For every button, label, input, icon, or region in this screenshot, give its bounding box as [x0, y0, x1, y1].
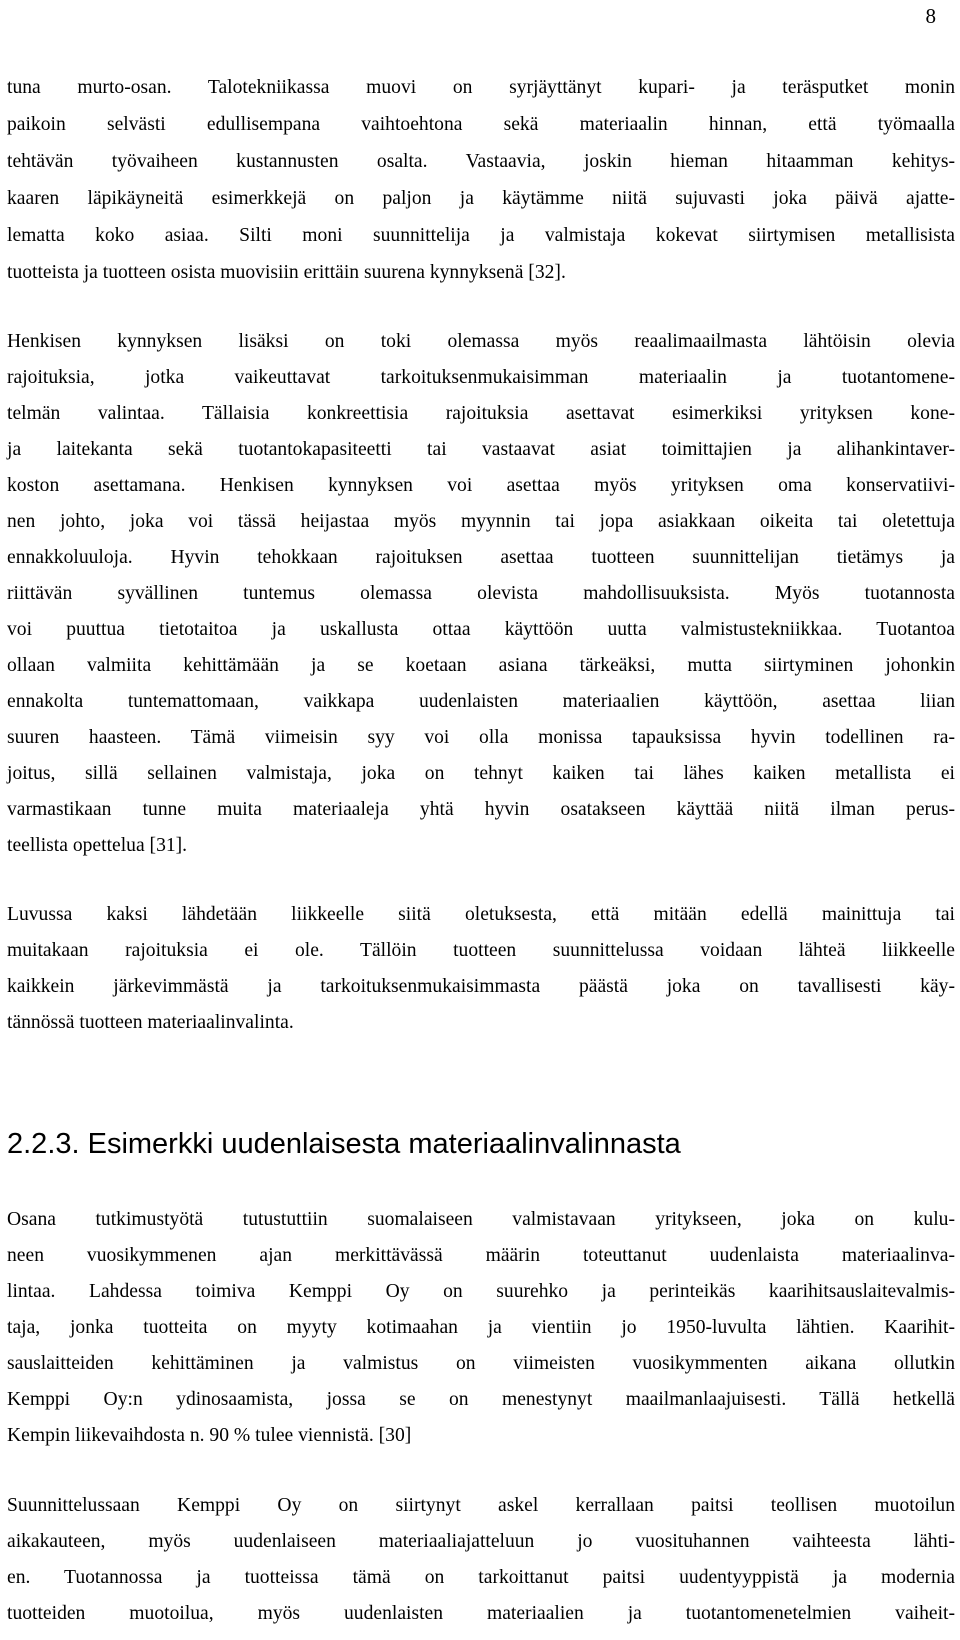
text-line: koston asettamana. Henkisen kynnyksen voi asettaa myös yrityksen oma konservatiivi- [7, 475, 955, 496]
text-line: neen vuosikymmenen ajan merkittävässä määrin toteuttanut uudenlaista materiaalinva- [7, 1245, 955, 1266]
text-line: Luvussa kaksi lähdetään liikkeelle siitä oletuksesta, että mitään edellä mainittuja tai [7, 904, 955, 925]
text-line: tännössä tuotteen materiaalinvalinta. [7, 1012, 294, 1033]
text-line: joitus, sillä sellainen valmistaja, joka on tehnyt kaiken tai lähes kaiken metallista ei [7, 763, 955, 784]
text-line: aikakauteen, myös uudenlaiseen materiaaliajatteluun jo vuosituhannen vaihteesta lähti- [7, 1531, 955, 1552]
text-line: ennakkoluuloja. Hyvin tehokkaan rajoituksen asettaa tuotteen suunnittelijan tietämys ja [7, 547, 955, 568]
text-line: ja laitekanta sekä tuotantokapasiteetti tai vastaavat asiat toimittajien ja alihankintaver- [7, 439, 955, 460]
text-line: en. Tuotannossa ja tuotteissa tämä on tarkoittanut paitsi uudentyyppistä ja modernia [7, 1567, 955, 1588]
text-line: ollaan valmiita kehittämään ja se koetaan asiana tärkeäksi, mutta siirtyminen johonkin [7, 655, 955, 676]
text-line: varmastikaan tunne muita materiaaleja yhtä hyvin osatakseen käyttää niitä ilman perus- [7, 799, 955, 820]
text-line: tehtävän työvaiheen kustannusten osalta. Vastaavia, joskin hieman hitaamman kehitys- [7, 151, 955, 172]
text-line: tuotteiden muotoilua, myös uudenlaisten materiaalien ja tuotantomenetelmien vaiheit- [7, 1603, 955, 1624]
section-heading: 2.2.3. Esimerkki uudenlaisesta materiaalinvalinnasta [7, 1128, 681, 1160]
text-line: suuren haasteen. Tämä viimeisin syy voi olla monissa tapauksissa hyvin todellinen ra- [7, 727, 955, 748]
text-line: Osana tutkimustyötä tutustuttiin suomalaiseen valmistavaan yritykseen, joka on kulu- [7, 1209, 955, 1230]
text-line: lematta koko asiaa. Silti moni suunnittelija ja valmistaja kokevat siirtymisen metallisista [7, 225, 955, 246]
text-line: Henkisen kynnyksen lisäksi on toki olemassa myös reaalimaailmasta lähtöisin olevia [7, 331, 955, 352]
page-number: 8 [925, 4, 936, 28]
text-line: riittävän syvällinen tuntemus olemassa olevista mahdollisuuksista. Myös tuotannosta [7, 583, 955, 604]
text-line: tuna murto-osan. Talotekniikassa muovi on syrjäyttänyt kupari- ja teräsputket monin [7, 77, 955, 98]
text-line: taja, jonka tuotteita on myyty kotimaahan ja vientiin jo 1950-luvulta lähtien. Kaarihit- [7, 1317, 955, 1338]
text-line: teellista opettelua [31]. [7, 835, 188, 856]
text-line: tuotteista ja tuotteen osista muovisiin erittäin suurena kynnyksenä [32]. [7, 262, 566, 283]
text-line: paikoin selvästi edullisempana vaihtoehtona sekä materiaalin hinnan, että työmaalla [7, 114, 955, 135]
text-line: sauslaitteiden kehittäminen ja valmistus on viimeisten vuosikymmenten aikana ollutkin [7, 1353, 955, 1374]
text-line: ennakolta tuntemattomaan, vaikkapa uudenlaisten materiaalien käyttöön, asettaa liian [7, 691, 955, 712]
text-line: Kempin liikevaihdosta n. 90 % tulee viennistä. [30] [7, 1425, 412, 1446]
text-line: voi puuttua tietotaitoa ja uskallusta ottaa käyttöön uutta valmistustekniikkaa. Tuotantoa [7, 619, 955, 640]
text-line: Suunnittelussaan Kemppi Oy on siirtynyt askel kerrallaan paitsi teollisen muotoilun [7, 1495, 955, 1516]
text-line: lintaa. Lahdessa toimiva Kemppi Oy on suurehko ja perinteikäs kaarihitsauslaitevalmis- [7, 1281, 955, 1302]
text-line: kaikkein järkevimmästä ja tarkoituksenmukaisimmasta päästä joka on tavallisesti käy- [7, 976, 955, 997]
text-line: nen johto, joka voi tässä heijastaa myös myynnin tai jopa asiakkaan oikeita tai oletettuja [7, 511, 955, 532]
text-line: kaaren läpikäyneitä esimerkkejä on paljon ja käytämme niitä sujuvasti joka päivä ajatte- [7, 188, 955, 209]
text-line: muitakaan rajoituksia ei ole. Tällöin tuotteen suunnittelussa voidaan lähteä liikkeelle [7, 940, 955, 961]
text-line: Kemppi Oy:n ydinosaamista, jossa se on menestynyt maailmanlaajuisesti. Tällä hetkellä [7, 1389, 955, 1410]
text-line: telmän valintaa. Tällaisia konkreettisia rajoituksia asettavat esimerkiksi yrityksen kone- [7, 403, 955, 424]
text-line: rajoituksia, jotka vaikeuttavat tarkoituksenmukaisimman materiaalin ja tuotantomene- [7, 367, 955, 388]
